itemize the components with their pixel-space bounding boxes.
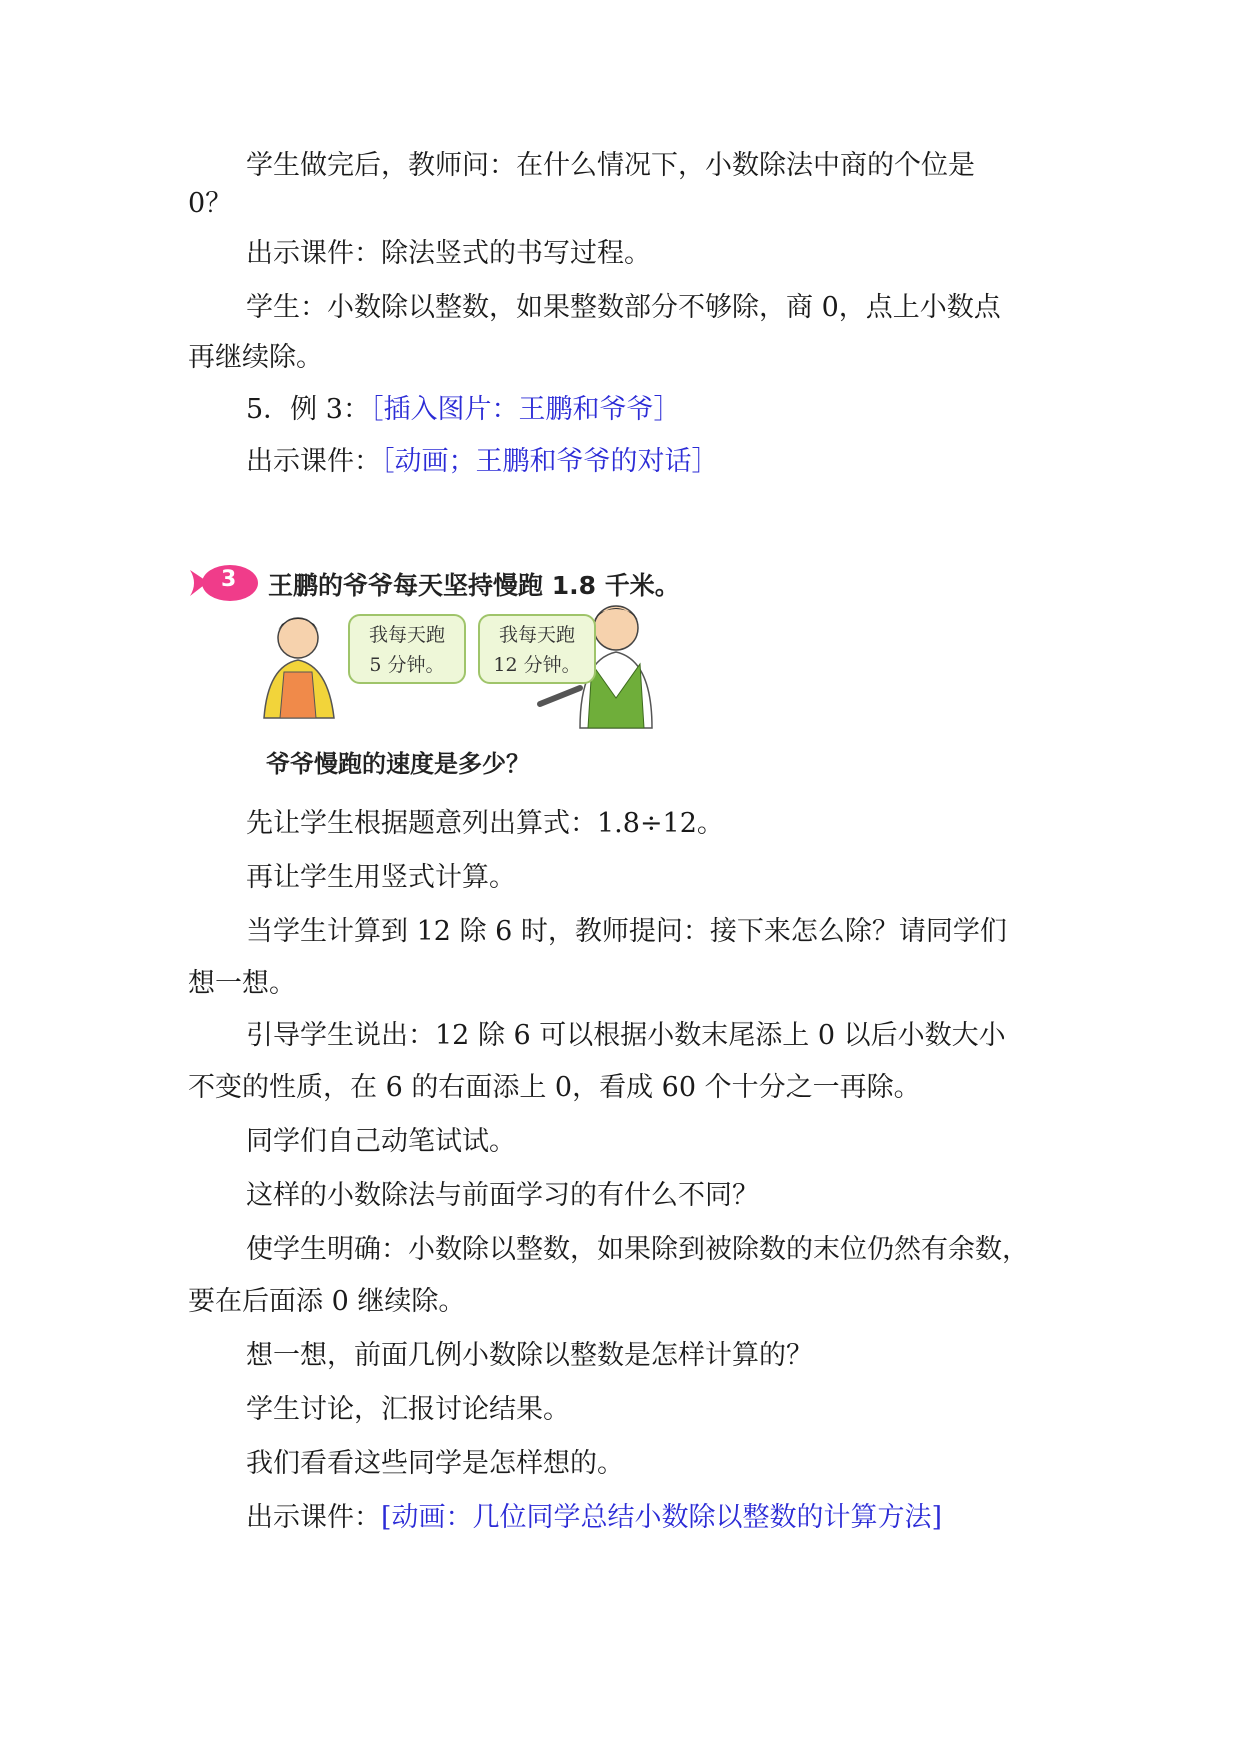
figure-number: 3 xyxy=(221,567,237,592)
paragraph: 0？ xyxy=(188,188,233,219)
paragraph: 想一想。 xyxy=(188,968,296,999)
paragraph: 出示课件：［动画；王鹏和爷爷的对话］ xyxy=(246,446,719,477)
paragraph: 我们看看这些同学是怎样想的。 xyxy=(246,1448,624,1479)
paragraph: 使学生明确：小数除以整数，如果除到被除数的末位仍然有余数， xyxy=(246,1234,1029,1265)
paragraph: 先让学生根据题意列出算式：1.8÷12。 xyxy=(246,808,724,839)
paragraph: 出示课件：[动画：几位同学总结小数除以整数的计算方法] xyxy=(246,1502,943,1533)
animation-link[interactable]: ［动画；王鹏和爷爷的对话］ xyxy=(381,446,719,477)
paragraph: 再让学生用竖式计算。 xyxy=(246,862,516,893)
paragraph: 不变的性质，在 6 的右面添上 0，看成 60 个十分之一再除。 xyxy=(188,1072,921,1103)
paragraph: 引导学生说出：12 除 6 可以根据小数末尾添上 0 以后小数大小 xyxy=(246,1020,1006,1051)
figure-question: 爷爷慢跑的速度是多少？ xyxy=(266,750,530,778)
paragraph: 这样的小数除法与前面学习的有什么不同？ xyxy=(246,1180,759,1211)
paragraph: 出示课件：除法竖式的书写过程。 xyxy=(246,238,651,269)
boy-illustration-icon xyxy=(264,618,334,718)
paragraph: 同学们自己动笔试试。 xyxy=(246,1126,516,1157)
paragraph: 学生做完后，教师问：在什么情况下，小数除法中商的个位是 xyxy=(246,150,975,181)
paragraph: 当学生计算到 12 除 6 时，教师提问：接下来怎么除？请同学们 xyxy=(246,916,1007,947)
speech-bubble-boy: 我每天跑 5 分钟。 xyxy=(348,614,466,684)
paragraph: 想一想，前面几例小数除以整数是怎样计算的？ xyxy=(246,1340,813,1371)
speech-bubble-grandpa: 我每天跑 12 分钟。 xyxy=(478,614,596,684)
paragraph: 要在后面添 0 继续除。 xyxy=(188,1286,466,1317)
paragraph: 再继续除。 xyxy=(188,342,323,373)
paragraph: 学生讨论，汇报讨论结果。 xyxy=(246,1394,570,1425)
image-placeholder-link[interactable]: ［插入图片：王鹏和爷爷］ xyxy=(369,394,681,425)
paragraph: 5．例 3：［插入图片：王鹏和爷爷］ xyxy=(246,394,681,425)
figure-title: 王鹏的爷爷每天坚持慢跑 1.8 千米。 xyxy=(268,571,680,600)
paragraph: 学生：小数除以整数，如果整数部分不够除，商 0，点上小数点 xyxy=(246,292,1001,323)
textbook-figure xyxy=(188,548,748,794)
animation-link[interactable]: [动画：几位同学总结小数除以整数的计算方法] xyxy=(381,1502,943,1533)
